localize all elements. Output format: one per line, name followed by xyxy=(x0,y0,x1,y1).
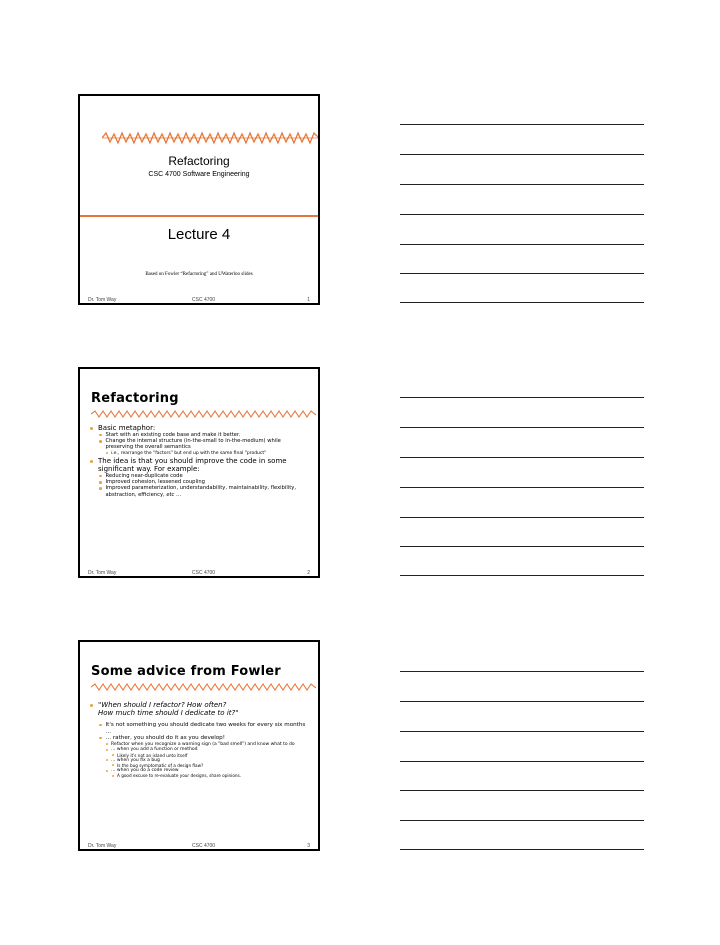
slide-number: 2 xyxy=(307,570,310,576)
list-item: … rather, you should do it as you develop! xyxy=(90,735,308,742)
bullet-icon xyxy=(99,475,102,478)
bullet-icon xyxy=(99,481,102,484)
list-item: Improved parameterization, understandability, maintainability, flexibility, abstraction, efficiency, etc … xyxy=(90,485,308,497)
note-line xyxy=(400,849,644,850)
slide-title: Refactoring xyxy=(91,391,179,406)
bullet-icon xyxy=(90,460,93,463)
note-line xyxy=(400,517,644,518)
note-line xyxy=(400,124,644,125)
list-item: Refactor when you recognize a warning sign (a "bad smell") and know what to do xyxy=(90,742,308,747)
bullet-icon xyxy=(90,704,93,707)
list-item: A good excuse to re-evaluate your designs, share opinions. xyxy=(90,773,308,778)
bullet-icon xyxy=(99,724,102,727)
title-underline-decoration xyxy=(91,409,316,419)
slide-body xyxy=(90,700,308,778)
list-item: The idea is that you should improve the code in some significant way. For example: xyxy=(90,457,308,473)
bullet-icon xyxy=(99,434,102,437)
note-line xyxy=(400,214,644,215)
bullet-icon xyxy=(112,754,114,756)
note-line xyxy=(400,184,644,185)
title-underline-decoration xyxy=(91,682,316,692)
note-line xyxy=(400,671,644,672)
note-line xyxy=(400,397,644,398)
lecture-heading: Lecture 4 xyxy=(167,226,231,243)
footer-author: Dr. Tom Way xyxy=(88,843,117,849)
bullet-icon xyxy=(99,487,102,490)
slide-title: Refactoring xyxy=(168,154,230,168)
bullet-icon xyxy=(106,759,108,761)
list-item: Likely it's not an island unto itself xyxy=(90,753,308,758)
credits-text: Based on Fowler “Refactoring” and UWaterloo slides xyxy=(145,272,253,277)
note-line xyxy=(400,273,644,274)
title-underline-decoration xyxy=(102,130,320,146)
note-line xyxy=(400,154,644,155)
footer-course: CSC 4700 xyxy=(192,843,216,849)
bullet-icon xyxy=(106,452,108,454)
slide-body xyxy=(90,423,308,498)
note-line xyxy=(400,457,644,458)
bullet-icon xyxy=(106,770,108,772)
note-line xyxy=(400,790,644,791)
slide-1 xyxy=(78,94,320,305)
list-item: Start with an existing code base and make it better. xyxy=(90,432,308,438)
footer-author: Dr. Tom Way xyxy=(88,570,117,576)
slide-3 xyxy=(78,640,320,851)
list-item: Is the bug symptomatic of a design flaw? xyxy=(90,763,308,768)
divider xyxy=(80,215,318,217)
bullet-icon xyxy=(99,440,102,443)
note-line xyxy=(400,244,644,245)
list-item: Reducing near-duplicate code xyxy=(90,473,308,479)
slide-number: 3 xyxy=(307,843,310,849)
list-item: … when you fix a bug xyxy=(90,758,308,763)
slide-subtitle: CSC 4700 Software Engineering xyxy=(148,171,250,178)
note-line xyxy=(400,731,644,732)
list-item: Change the internal structure (in-the-small to in-the-medium) while preserving the overall semantics xyxy=(90,438,308,450)
note-line xyxy=(400,487,644,488)
bullet-icon xyxy=(112,775,114,777)
footer-course: CSC 4700 xyxy=(192,297,216,303)
note-line xyxy=(400,546,644,547)
note-line xyxy=(400,575,644,576)
list-item: "When should I refactor? How often? How much time should I dedicate to it?" xyxy=(90,701,308,717)
bullet-icon xyxy=(106,749,108,751)
bullet-icon xyxy=(112,764,114,766)
footer-course: CSC 4700 xyxy=(192,570,216,576)
slide-number: 1 xyxy=(307,297,310,303)
note-line xyxy=(400,820,644,821)
list-item: … when you add a function or method xyxy=(90,747,308,752)
bullet-icon xyxy=(99,737,102,740)
list-item: … when you do a code review xyxy=(90,768,308,773)
note-line xyxy=(400,761,644,762)
note-line xyxy=(400,427,644,428)
note-line xyxy=(400,701,644,702)
note-line xyxy=(400,302,644,303)
slide-2 xyxy=(78,367,320,578)
footer-author: Dr. Tom Way xyxy=(88,297,117,303)
bullet-icon xyxy=(90,427,93,430)
bullet-icon xyxy=(106,743,108,745)
list-item: Basic metaphor: xyxy=(90,424,308,432)
list-item: It's not something you should dedicate two weeks for every six months … xyxy=(90,722,308,735)
slide-title: Some advice from Fowler xyxy=(91,664,281,679)
list-item: i.e., rearrange the "factors" but end up with the same final "product" xyxy=(90,451,308,456)
list-item: Improved cohesion, lessened coupling xyxy=(90,479,308,485)
